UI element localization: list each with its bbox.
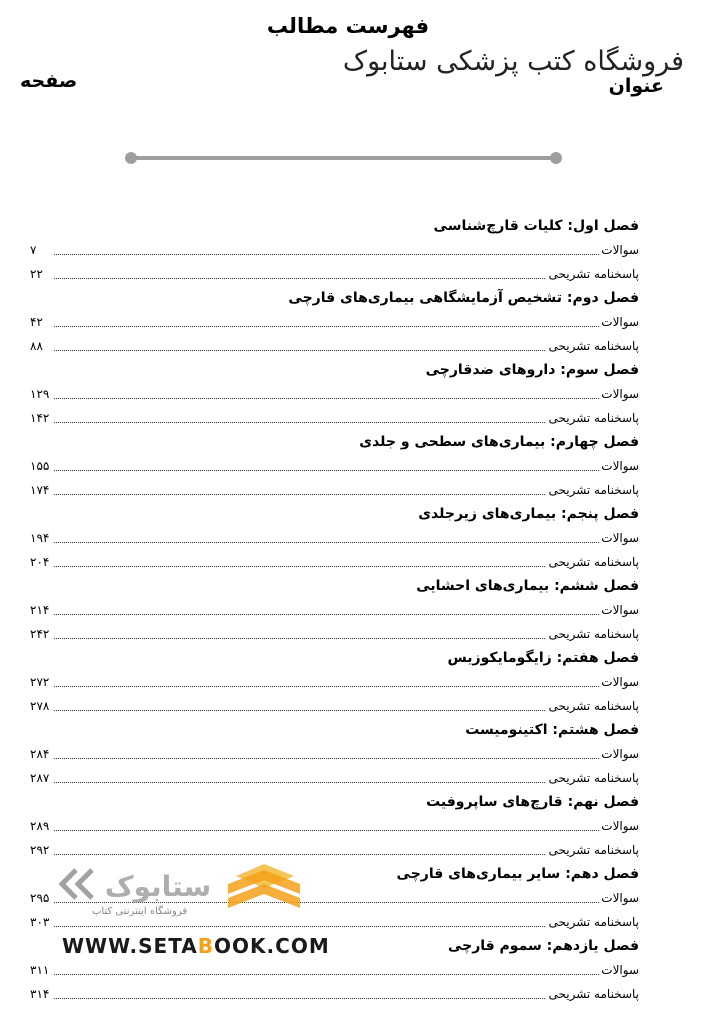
entry-label: پاسخنامه تشریحی	[548, 699, 639, 713]
entry-page-number: ۷	[30, 243, 37, 257]
toc-entry	[30, 526, 639, 550]
chapter-heading: فصل هفتم: زایگومایکوزیس	[447, 650, 639, 666]
toc-entry	[30, 406, 639, 430]
entry-page-number: ۱۴۲	[30, 411, 50, 425]
entry-label: سوالات	[601, 819, 639, 833]
entry-label: سوالات	[601, 459, 639, 473]
entry-label: سوالات	[601, 315, 639, 329]
toc-entry	[30, 838, 639, 862]
dot-leader	[54, 686, 629, 687]
entry-page-number: ۲۸۴	[30, 747, 50, 761]
toc-entry	[30, 334, 639, 358]
toc-entry	[30, 478, 639, 502]
entry-label: پاسخنامه تشریحی	[548, 843, 639, 857]
chapter-heading: فصل سوم: داروهای ضدقارچی	[425, 362, 639, 378]
chapter-heading: فصل ششم: بیماری‌های احشایی	[416, 578, 639, 594]
toc-entry	[30, 262, 639, 286]
entry-page-number: ۲۸۹	[30, 819, 50, 833]
dot-leader	[54, 566, 629, 567]
entry-page-number: ۲۹۲	[30, 843, 50, 857]
website-url: WWW.SETABOOK.COM	[62, 934, 330, 958]
chapter-heading: فصل دهم: سایر بیماری‌های قارچی	[396, 866, 639, 882]
dot-leader	[54, 254, 629, 255]
entry-page-number: ۴۲	[30, 315, 43, 329]
entry-page-number: ۳۰۳	[30, 915, 50, 929]
entry-page-number: ۲۲	[30, 267, 43, 281]
dot-leader	[54, 350, 629, 351]
dot-leader	[54, 830, 629, 831]
entry-page-number: ۳۱۱	[30, 963, 50, 977]
entry-page-number: ۱۷۴	[30, 483, 50, 497]
entry-page-number: ۲۹۵	[30, 891, 50, 905]
chapter-heading: فصل یازدهم: سموم قارچی	[447, 938, 639, 954]
chapter-heading: فصل چهارم: بیماری‌های سطحی و جلدی	[359, 434, 639, 450]
dot-leader	[54, 710, 629, 711]
dot-leader	[54, 542, 629, 543]
dot-leader	[54, 998, 629, 999]
entry-page-number: ۸۸	[30, 339, 43, 353]
entry-page-number: ۲۷۲	[30, 675, 50, 689]
chapter-heading: فصل نهم: قارچ‌های ساپروفیت	[426, 794, 639, 810]
column-header-row	[0, 58, 704, 108]
entry-page-number: ۲۰۴	[30, 555, 50, 569]
chevrons-icon	[62, 870, 92, 898]
entry-page-number: ۱۹۴	[30, 531, 50, 545]
toc-entry	[30, 238, 639, 262]
entry-page-number: ۱۲۹	[30, 387, 50, 401]
toc-entry	[30, 694, 639, 718]
entry-label: پاسخنامه تشریحی	[548, 771, 639, 785]
chapter-heading: فصل اول: کلیات قارچ‌شناسی	[433, 218, 639, 234]
entry-label: پاسخنامه تشریحی	[548, 267, 639, 281]
chapter-heading: فصل پنجم: بیماری‌های زیرجلدی	[418, 506, 639, 522]
dot-leader	[54, 278, 629, 279]
dot-leader	[54, 926, 629, 927]
entry-label: پاسخنامه تشریحی	[548, 411, 639, 425]
column-page-label: صفحه	[20, 70, 78, 92]
entry-page-number: ۲۸۷	[30, 771, 50, 785]
entry-page-number: ۲۱۴	[30, 603, 50, 617]
logo-subtitle: فروشگاه اینترنتی کتاب	[92, 906, 188, 917]
entry-label: پاسخنامه تشریحی	[548, 627, 639, 641]
entry-page-number: ۱۵۵	[30, 459, 50, 473]
dot-leader	[54, 758, 629, 759]
toc-entry	[30, 670, 639, 694]
header-divider	[131, 156, 556, 160]
toc-entry	[30, 550, 639, 574]
dot-leader	[54, 614, 629, 615]
entry-label: پاسخنامه تشریحی	[548, 483, 639, 497]
toc-entry	[30, 622, 639, 646]
entry-label: سوالات	[601, 891, 639, 905]
dot-leader	[54, 854, 629, 855]
dot-leader	[54, 974, 629, 975]
toc-entry	[30, 766, 639, 790]
dot-leader	[54, 470, 629, 471]
toc-entry	[30, 382, 639, 406]
toc-entry	[30, 742, 639, 766]
chapter-heading: فصل دوم: تشخیص آزمایشگاهی بیماری‌های قارچی	[288, 290, 639, 306]
toc-entry	[30, 454, 639, 478]
entry-label: پاسخنامه تشریحی	[548, 915, 639, 929]
toc-entry	[30, 958, 639, 982]
entry-label: پاسخنامه تشریحی	[548, 987, 639, 1001]
toc-title: فهرست مطالب	[266, 14, 430, 38]
entry-label: سوالات	[601, 243, 639, 257]
toc-entry	[30, 598, 639, 622]
dot-leader	[54, 326, 629, 327]
logo-mark-icon	[228, 864, 300, 908]
entry-label: سوالات	[601, 747, 639, 761]
entry-label: سوالات	[601, 963, 639, 977]
entry-label: سوالات	[601, 387, 639, 401]
entry-label: سوالات	[601, 531, 639, 545]
watermark-text: فروشگاه کتب پزشکی ستابوک	[342, 46, 684, 77]
logo-brand-text: ستابوک	[104, 870, 212, 903]
dot-leader	[54, 422, 629, 423]
toc-entry	[30, 310, 639, 334]
entry-label: پاسخنامه تشریحی	[548, 339, 639, 353]
dot-leader	[54, 398, 629, 399]
entry-page-number: ۲۷۸	[30, 699, 50, 713]
dot-leader	[54, 494, 629, 495]
chapter-heading: فصل هشتم: اکتینومیست	[465, 722, 639, 738]
dot-leader	[54, 782, 629, 783]
column-title-label: عنوان	[608, 75, 664, 97]
toc-entry	[30, 814, 639, 838]
toc-entry	[30, 982, 639, 1006]
entry-page-number: ۲۴۲	[30, 627, 50, 641]
entry-label: سوالات	[601, 675, 639, 689]
entry-page-number: ۳۱۴	[30, 987, 50, 1001]
entry-label: سوالات	[601, 603, 639, 617]
entry-label: پاسخنامه تشریحی	[548, 555, 639, 569]
dot-leader	[54, 638, 629, 639]
